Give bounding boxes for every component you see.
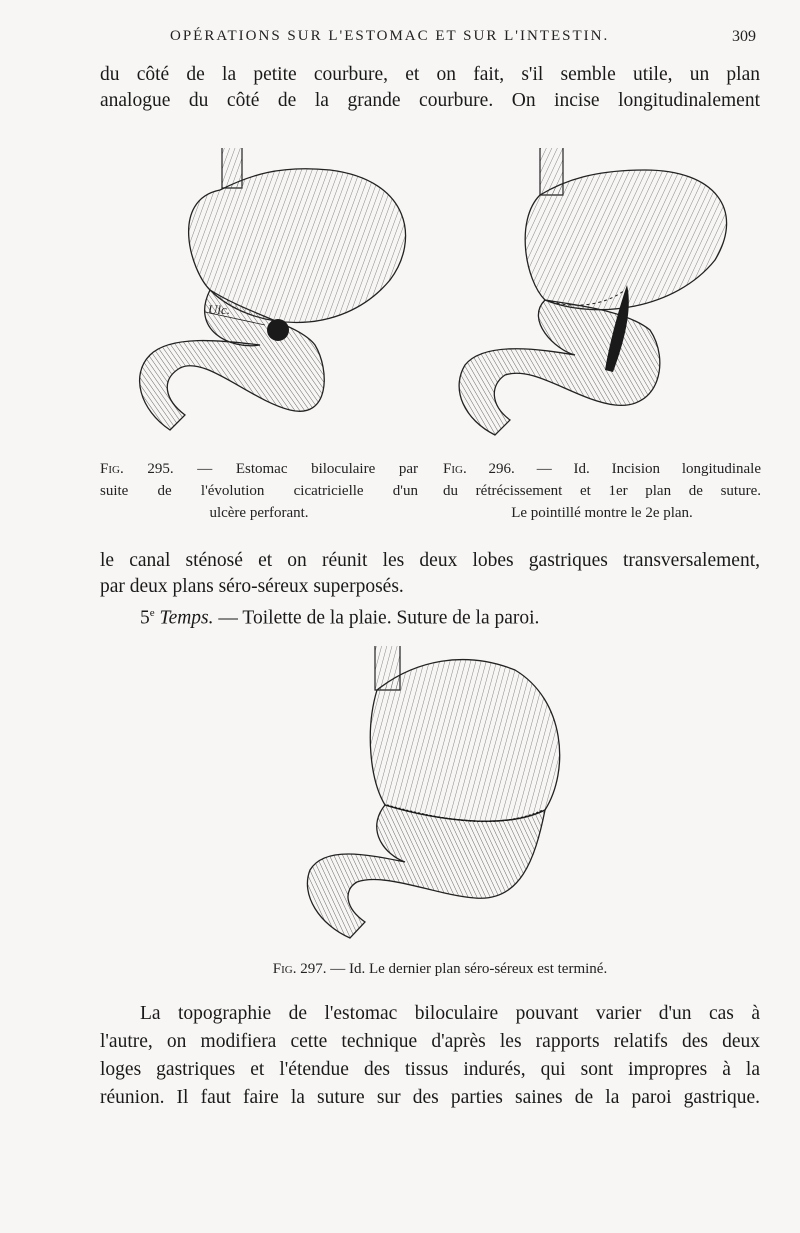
temps-text: — Toilette de la plaie. Suture de la paroi.	[218, 607, 540, 629]
caption-text: du rétrécissement et 1er plan de suture.	[443, 483, 761, 499]
caption-figure-295	[100, 458, 418, 524]
caption-figure-297	[210, 958, 670, 980]
ulcer-label: Ulc.	[208, 302, 231, 317]
paragraph-intro	[100, 62, 760, 114]
text-line: l'autre, on modifiera cette technique d'après les rapports relatifs des deux	[100, 1031, 760, 1052]
text-line: loges gastriques et l'étendue des tissus indurés, qui sont impropres à la	[100, 1059, 760, 1080]
caption-text: suite de l'évolution cicatricielle d'un	[100, 483, 418, 499]
page-number: 309	[732, 28, 756, 45]
figure-296-illustration	[445, 140, 765, 450]
caption-text: ulcère perforant.	[209, 505, 309, 521]
text-line: par deux plans séro-séreux superposés.	[100, 576, 404, 597]
text-line: La topographie de l'estomac biloculaire pouvant varier d'un cas à	[140, 1003, 760, 1024]
paragraph-canal	[100, 548, 760, 632]
caption-text: — Estomac biloculaire par	[197, 461, 419, 477]
figure-label: Fig. 295.	[100, 461, 174, 477]
caption-figure-296	[443, 458, 761, 524]
caption-text: — Id. Le dernier plan séro-séreux est terminé.	[330, 961, 608, 977]
running-title: OPÉRATIONS SUR L'ESTOMAC ET SUR L'INTESTIN.	[170, 28, 610, 44]
figure-297-illustration	[295, 640, 575, 950]
text-line: réunion. Il faut faire la suture sur des parties saines de la paroi gastrique.	[100, 1087, 760, 1108]
temps-word: Temps.	[159, 607, 214, 629]
paragraph-topographie	[100, 1000, 760, 1112]
caption-text: — Id. Incision longitudinale	[536, 461, 761, 477]
text-line: analogue du côté de la grande courbure. On incise longitudinalement	[100, 90, 760, 111]
temps-heading: 5e Temps. — Toilette de la plaie. Suture de la paroi.	[140, 607, 540, 629]
figure-295-illustration	[110, 140, 430, 450]
figure-label: Fig. 297.	[272, 961, 327, 977]
caption-text: Le pointillé montre le 2e plan.	[511, 505, 693, 521]
text-line: du côté de la petite courbure, et on fait, s'il semble utile, un plan	[100, 64, 760, 85]
text-line: le canal sténosé et on réunit les deux lobes gastriques transversalement,	[100, 550, 760, 571]
figure-label: Fig. 296.	[443, 461, 515, 477]
